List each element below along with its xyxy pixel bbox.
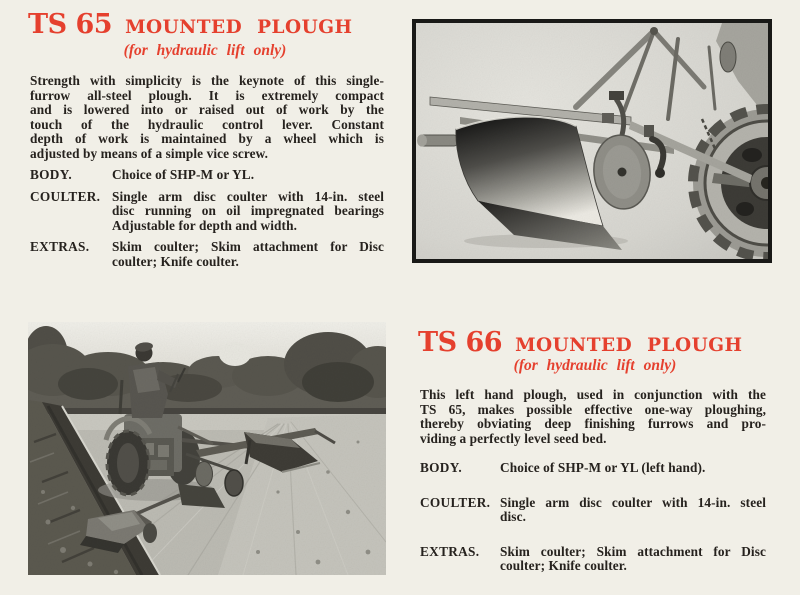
photo-grain <box>416 23 768 259</box>
spec-label: BODY. <box>420 460 463 475</box>
ts66-heading <box>418 328 743 358</box>
spec-label: COULTER. <box>30 188 101 204</box>
intro-line: TS 65, makes possible effective one-way ploughing, <box>420 401 766 417</box>
spec-row-extras <box>30 240 384 269</box>
spec-value: Single arm disc coulter with 14-in. steel disc running on oil impregnated bearings Adjustable for depth and width. <box>112 188 384 233</box>
spec-label: COULTER. <box>420 494 491 510</box>
plough-illustration <box>416 23 768 259</box>
spec-label: BODY. <box>30 167 73 182</box>
spec-label: EXTRAS. <box>420 543 480 559</box>
intro-line: This left hand plough, used in conjunction with the <box>420 387 766 402</box>
spec-row-extras <box>420 545 766 574</box>
intro-line: adjusted by means of a simple vice screw. <box>30 145 269 161</box>
ts65-model-number: TS 65 <box>28 9 113 40</box>
ts65-specs <box>30 168 384 277</box>
spec-row-coulter <box>30 190 384 234</box>
spec-value: Choice of SHP-M or YL (left hand). <box>500 460 706 475</box>
ts66-subtitle: (for hydraulic lift only) <box>513 357 677 374</box>
ts66-title: MOUNTED PLOUGH <box>515 335 743 356</box>
ts65-heading <box>28 10 353 40</box>
spec-row-body <box>30 168 384 183</box>
intro-line: and is lowered into or raised out of work by the <box>30 102 384 118</box>
spec-value: Skim coulter; Skim attachment for Disc coulter; Knife coulter. <box>112 239 384 269</box>
spec-row-body <box>420 461 766 476</box>
plough-detail-photo <box>412 19 772 263</box>
spec-label: EXTRAS. <box>30 239 90 255</box>
intro-line: thereby obviating deep finishing furrows and pro- <box>420 416 766 432</box>
ts65-title: MOUNTED PLOUGH <box>125 17 353 38</box>
field-ploughing-photo <box>28 322 386 575</box>
ts65-intro <box>30 74 384 162</box>
photo-grain <box>28 322 386 575</box>
intro-line: depth of work is maintained by a wheel which is <box>30 131 384 147</box>
intro-line: Strength with simplicity is the keynote of this single- <box>30 73 384 88</box>
field-scene-illustration <box>28 322 386 575</box>
spec-value: Skim coulter; Skim attachment for Disc coulter; Knife coulter. <box>500 543 766 574</box>
intro-line: touch of the hydraulic control lever. Constant <box>30 116 384 132</box>
ts66-model-number: TS 66 <box>418 327 503 358</box>
spec-value: Single arm disc coulter with 14-in. steel disc. <box>500 494 766 525</box>
ts66-specs <box>420 461 766 594</box>
spec-value: Choice of SHP-M or YL. <box>112 167 255 182</box>
intro-line: furrow all-steel plough. It is extremely compact <box>30 87 384 103</box>
intro-line: viding a perfectly level seed bed. <box>420 430 607 446</box>
ts65-subtitle: (for hydraulic lift only) <box>123 42 287 59</box>
spec-row-coulter <box>420 496 766 525</box>
ts66-intro <box>420 388 766 446</box>
